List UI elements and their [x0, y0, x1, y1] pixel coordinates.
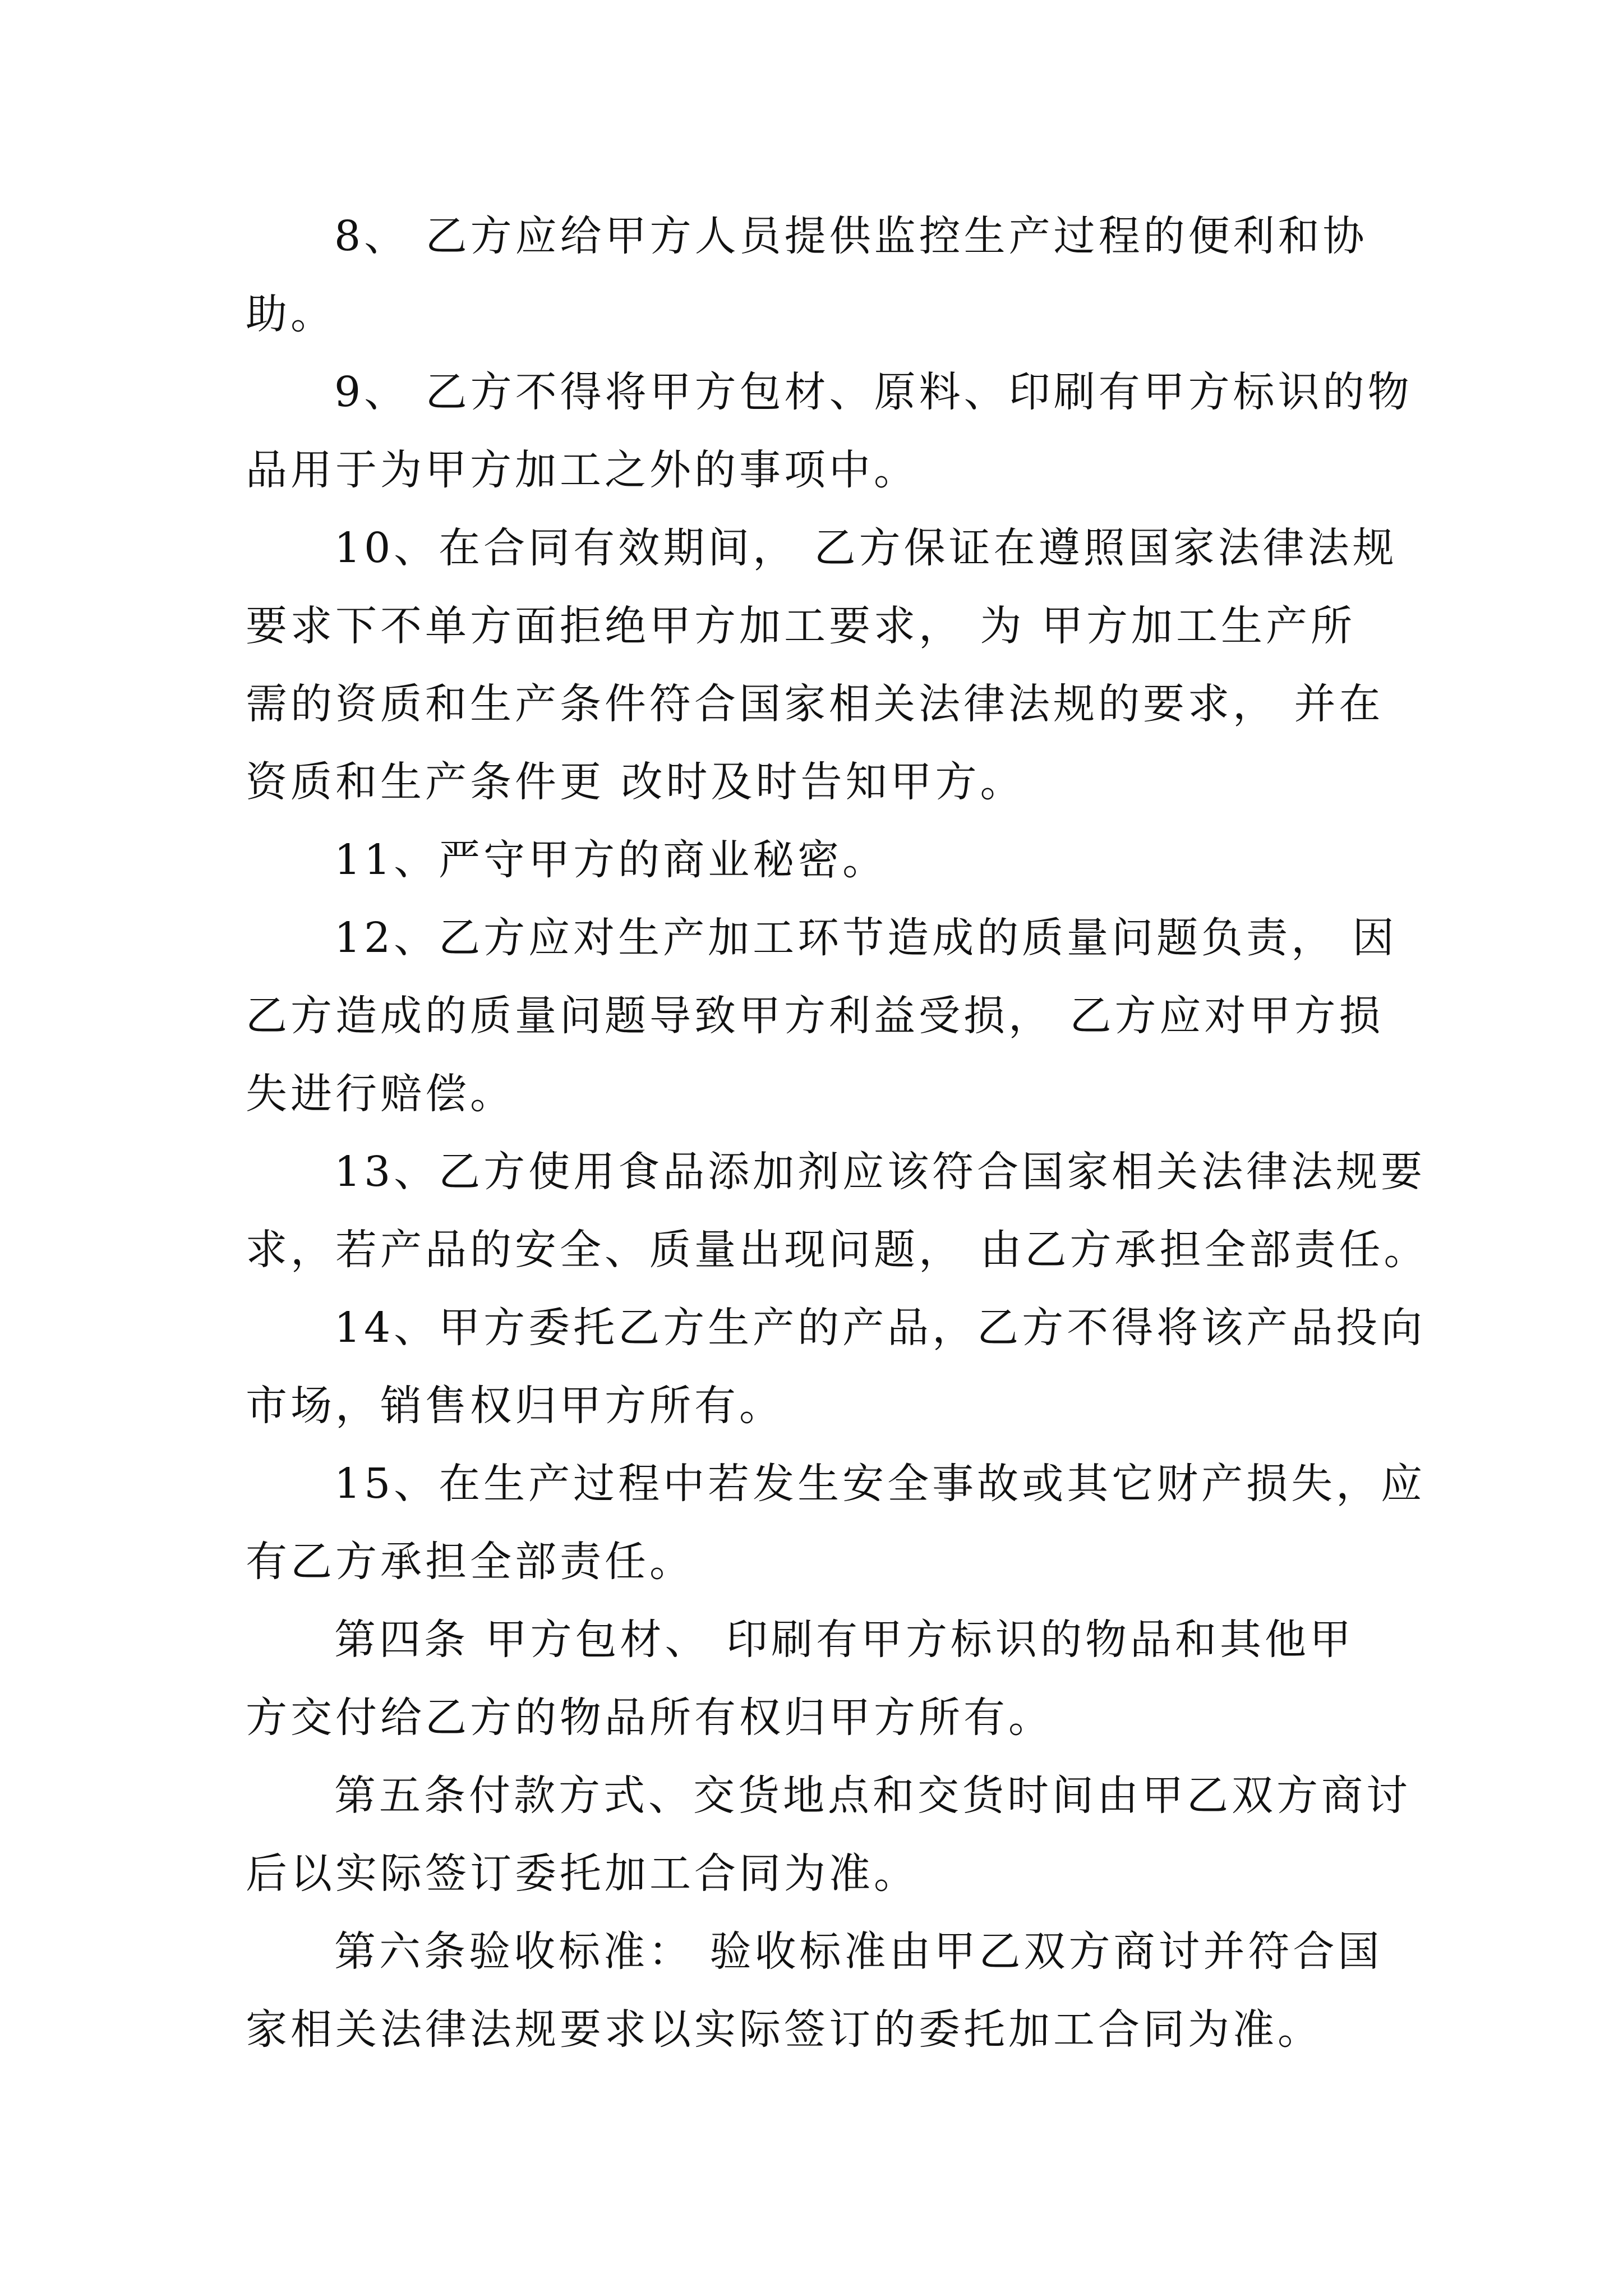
paragraph-line: 助。 [246, 290, 335, 338]
paragraph-line: 失进行赔偿。 [246, 1070, 515, 1118]
paragraph-line: 方交付给乙方的物品所有权归甲方所有。 [246, 1694, 1053, 1742]
article-6 [246, 1913, 1384, 2069]
paragraph-line: 12、乙方应对生产加工环节造成的质量问题负责， 因 [334, 914, 1398, 962]
paragraph-line: 有乙方承担全部责任。 [246, 1538, 694, 1586]
article-5 [246, 1757, 1411, 1913]
paragraph-line: 9、 乙方不得将甲方包材、原料、印刷有甲方标识的物 [334, 368, 1413, 416]
clause-11 [246, 821, 1384, 899]
clause-15 [246, 1445, 1426, 1601]
paragraph-line: 13、乙方使用食品添加剂应该符合国家相关法律法规要 [334, 1148, 1426, 1196]
clause-12 [246, 899, 1398, 1133]
paragraph-line: 14、甲方委托乙方生产的产品，乙方不得将该产品投向 [334, 1304, 1426, 1352]
paragraph-line: 市场，销售权归甲方所有。 [246, 1382, 784, 1430]
paragraph-line: 10、在合同有效期间， 乙方保证在遵照国家法律法规 [334, 524, 1398, 572]
clause-10 [246, 509, 1398, 821]
paragraph-line: 15、在生产过程中若发生安全事故或其它财产损失，应 [334, 1460, 1426, 1508]
paragraph-line: 品用于为甲方加工之外的事项中。 [246, 446, 919, 494]
paragraph-line: 资质和生产条件更 改时及时告知甲方。 [246, 758, 1025, 806]
paragraph-line: 要求下不单方面拒绝甲方加工要求， 为 甲方加工生产所 [246, 602, 1356, 650]
clause-9 [246, 353, 1413, 509]
clause-14 [246, 1289, 1426, 1445]
paragraph-line: 第五条付款方式、交货地点和交货时间由甲乙双方商讨 [334, 1772, 1411, 1820]
paragraph-line: 第四条 甲方包材、 印刷有甲方标识的物品和其他甲 [334, 1616, 1355, 1664]
paragraph-line: 第六条验收标准： 验收标准由甲乙双方商讨并符合国 [334, 1927, 1383, 1976]
clause-13 [246, 1133, 1429, 1289]
paragraph-line: 乙方造成的质量问题导致甲方利益受损， 乙方应对甲方损 [246, 992, 1384, 1040]
paragraph-line: 求，若产品的安全、质量出现问题， 由乙方承担全部责任。 [246, 1226, 1429, 1274]
paragraph-line: 家相关法律法规要求以实际签订的委托加工合同为准。 [246, 2005, 1322, 2054]
article-4 [246, 1601, 1384, 1757]
clause-8 [246, 197, 1384, 353]
paragraph-line: 8、 乙方应给甲方人员提供监控生产过程的便利和协 [334, 212, 1368, 260]
paragraph-line: 后以实际签订委托加工合同为准。 [246, 1849, 919, 1898]
contract-body [246, 197, 1429, 2069]
paragraph-line: 11、严守甲方的商业秘密。 [334, 836, 888, 884]
paragraph-line: 需的资质和生产条件符合国家相关法律法规的要求， 并在 [246, 680, 1384, 728]
